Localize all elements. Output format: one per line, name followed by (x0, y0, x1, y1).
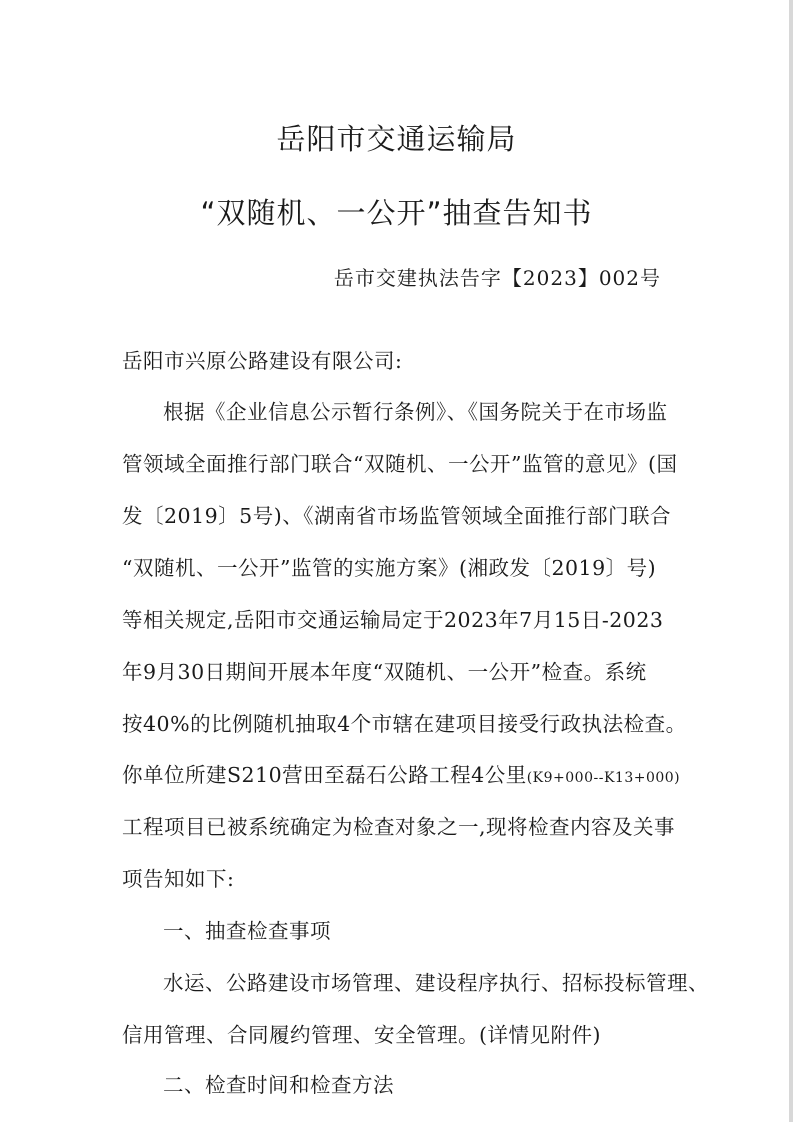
document-number: 岳市交建执法告字【2023】002号 (333, 266, 661, 290)
body-line: 工程项目已被系统确定为检查对象之一,现将检查内容及关事 (122, 815, 676, 839)
scan-edge-shadow (789, 0, 793, 1122)
chainage-range: (K9+000--K13+000) (526, 770, 681, 786)
body-line: 按40%的比例随机抽取4个市辖在建项目接受行政执法检查。 (122, 712, 687, 736)
body-line: 信用管理、合同履约管理、安全管理。(详情见附件) (122, 1023, 601, 1047)
section-heading: 一、抽查检查事项 (163, 919, 331, 943)
document-title-line1: 岳阳市交通运输局 (276, 122, 517, 156)
document-title-line2: “双随机、一公开”抽查告知书 (200, 196, 593, 230)
body-line: 管领域全面推行部门联合“双随机、一公开”监管的意见》(国 (122, 452, 678, 476)
body-line: 项告知如下: (122, 867, 235, 891)
body-line (122, 758, 680, 788)
body-line: 发〔2019〕5号)、《湖南省市场监管领域全面推行部门联合 (122, 504, 671, 528)
body-line: 年9月30日期间开展本年度“双随机、一公开”检查。系统 (122, 660, 647, 684)
project-name: 你单位所建S210营田至磊石公路工程4公里 (122, 763, 527, 787)
body-line: 根据《企业信息公示暂行条例》、《国务院关于在市场监 (163, 400, 668, 424)
addressee: 岳阳市兴原公路建设有限公司: (122, 349, 403, 373)
body-line: 等相关规定,岳阳市交通运输局定于2023年7月15日-2023 (122, 608, 664, 632)
section-heading: 二、检查时间和检查方法 (163, 1073, 394, 1097)
body-line: 水运、公路建设市场管理、建设程序执行、招标投标管理、 (163, 971, 709, 995)
body-line: “双随机、一公开”监管的实施方案》(湘政发〔2019〕号) (122, 556, 657, 580)
